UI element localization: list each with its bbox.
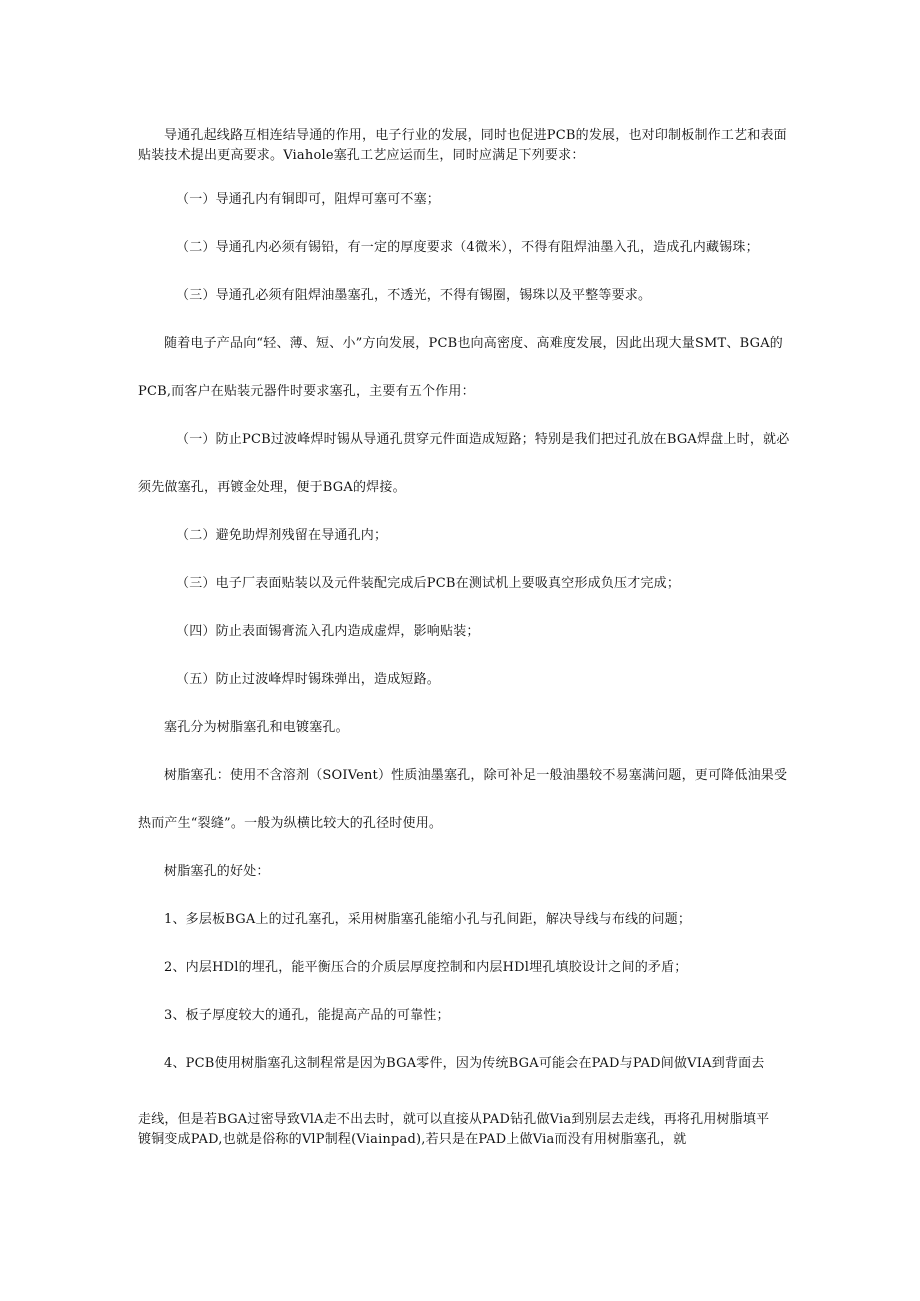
requirement-item: （二）导通孔内必须有锡铅，有一定的厚度要求（4微米），不得有阻焊油墨入孔，造成孔内藏锡珠；	[176, 240, 759, 255]
paragraph-line: 树脂塞孔：使用不含溶剂（SOIVent）性质油墨塞孔，除可补足一般油墨较不易塞满问题，更可降低油果受	[164, 768, 788, 783]
paragraph-line: 塞孔分为树脂塞孔和电镀塞孔。	[164, 720, 349, 735]
function-item: （四）防止表面锡膏流入孔内造成虚焊，影响贴装；	[176, 624, 480, 639]
benefit-item-continued: 走线，但是若BGA过密导致VlA走不出去时，就可以直接从PAD钻孔做Via到别层去走线，再将孔用树脂填平	[138, 1112, 770, 1127]
function-item: （五）防止过波峰焊时锡珠弹出，造成短路。	[176, 672, 441, 687]
benefit-item: 2、内层HDl的埋孔，能平衡压合的介质层厚度控制和内层HDl埋孔填胶设计之间的矛盾；	[164, 960, 688, 975]
function-item: （三）电子厂表面贴装以及元件装配完成后PCB在测试机上要吸真空形成负压才完成；	[176, 576, 681, 591]
benefit-item: 1、多层板BGA上的过孔塞孔，采用树脂塞孔能缩小孔与孔间距，解决导线与布线的问题；	[164, 912, 692, 927]
function-item: （一）防止PCB过波峰焊时锡从导通孔贯穿元件面造成短路；特别是我们把过孔放在BGA焊盘上时，就必	[176, 432, 790, 447]
benefit-item-continued: 镀铜变成PAD,也就是俗称的VlP制程(Viainpad),若只是在PAD上做Via而没有用树脂塞孔，就	[138, 1132, 687, 1147]
benefit-item: 4、PCB使用树脂塞孔这制程常是因为BGA零件，因为传统BGA可能会在PAD与PAD间做VIA到背面去	[164, 1056, 765, 1071]
paragraph-line: 贴装技术提出更高要求。Viahole塞孔工艺应运而生，同时应满足下列要求：	[138, 148, 585, 163]
paragraph-line: 导通孔起线路互相连结导通的作用，电子行业的发展，同时也促进PCB的发展，也对印制板制作工艺和表面	[164, 128, 787, 143]
requirement-item: （一）导通孔内有铜即可，阻焊可塞可不塞；	[176, 192, 441, 207]
paragraph-line: PCB,而客户在贴装元器件时要求塞孔，主要有五个作用：	[138, 384, 475, 399]
benefit-item: 3、板子厚度较大的通孔，能提高产品的可靠性；	[164, 1008, 450, 1023]
function-item: （二）避免助焊剂残留在导通孔内；	[176, 528, 388, 543]
function-item-continued: 须先做塞孔，再镀金处理，便于BGA的焊接。	[138, 480, 406, 495]
paragraph-line: 热而产生“裂缝”。一般为纵横比较大的孔径时使用。	[138, 816, 443, 831]
requirement-item: （三）导通孔必须有阻焊油墨塞孔，不透光，不得有锡圈，锡珠以及平整等要求。	[176, 288, 652, 303]
paragraph-line: 随着电子产品向“轻、薄、短、小”方向发展，PCB也向高密度、高难度发展，因此出现大量SMT、BGA的	[164, 336, 783, 351]
paragraph-line: 树脂塞孔的好处：	[164, 864, 270, 879]
